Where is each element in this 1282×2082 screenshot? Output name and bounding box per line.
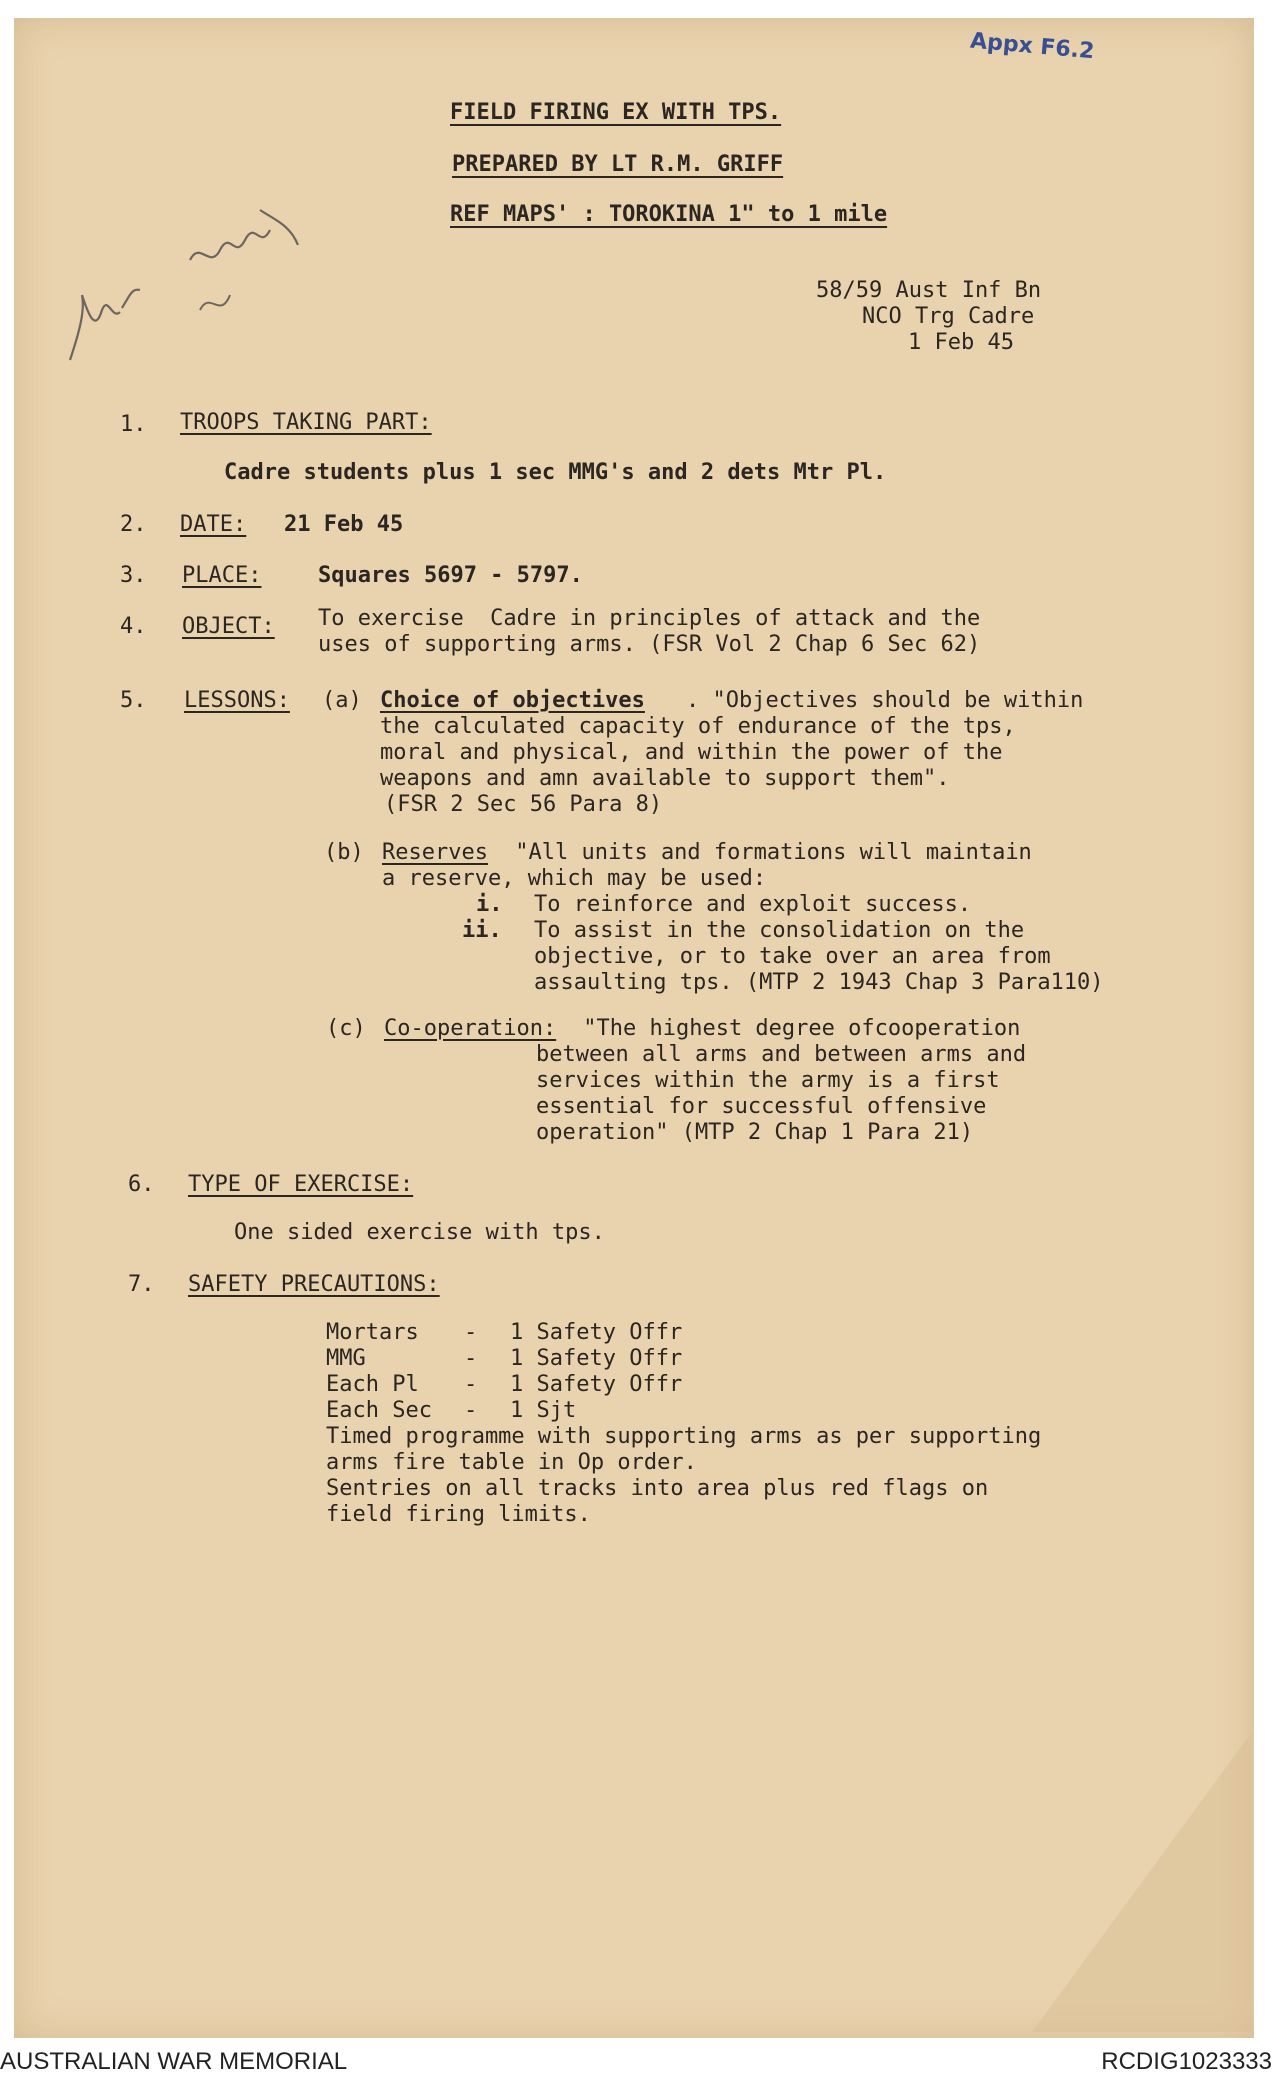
safety-item: MMG — [326, 1346, 366, 1371]
section-6-heading: TYPE OF EXERCISE: — [188, 1172, 414, 1197]
safety-dash: - — [464, 1372, 478, 1397]
lesson-b-ii-number: ii. — [462, 918, 502, 943]
unit-name: 58/59 Aust Inf Bn — [816, 278, 1042, 303]
safety-item: Mortars — [326, 1320, 419, 1345]
safety-dash: - — [464, 1398, 478, 1423]
ref-maps: REF MAPS' : TOROKINA 1" to 1 mile — [450, 202, 888, 227]
section-6-body: One sided exercise with tps. — [234, 1220, 605, 1245]
footer-reference-id: RCDIG1023333 — [1101, 2048, 1272, 2075]
section-4-heading: OBJECT: — [182, 614, 275, 639]
unit-date: 1 Feb 45 — [908, 330, 1014, 355]
paper-fold-shadow — [1032, 1732, 1252, 2032]
section-4-line-1: To exercise Cadre in principles of attack and the — [318, 606, 981, 631]
lesson-c-line-2: between all arms and between arms and — [536, 1042, 1027, 1067]
section-4-number: 4. — [120, 614, 147, 639]
appendix-stamp: Appx F6.2 — [969, 28, 1096, 65]
lesson-a-line-4: weapons and amn available to support them". — [380, 766, 950, 791]
safety-value: 1 Sjt — [510, 1398, 577, 1423]
handwritten-annotation — [60, 200, 300, 370]
section-3-number: 3. — [120, 563, 147, 588]
safety-value: 1 Safety Offr — [510, 1320, 683, 1345]
section-7-heading: SAFETY PRECAUTIONS: — [188, 1272, 440, 1297]
lesson-b-line-2: a reserve, which may be used: — [382, 866, 767, 891]
safety-dash: - — [464, 1346, 478, 1371]
section-3-body: Squares 5697 - 5797. — [318, 563, 583, 588]
footer-archive-name: AUSTRALIAN WAR MEMORIAL — [0, 2048, 348, 2075]
section-5-number: 5. — [120, 688, 147, 713]
lesson-c-line-1: "The highest degree ofcooperation — [570, 1016, 1021, 1041]
lesson-a-title: Choice of objectives — [380, 688, 645, 713]
lesson-a-line-1: . "Objectives should be within — [686, 688, 1084, 713]
safety-item: Each Pl — [326, 1372, 419, 1397]
section-7-number: 7. — [128, 1272, 155, 1297]
section-1-heading: TROOPS TAKING PART: — [180, 410, 432, 435]
lesson-b-ii-line-3: assaulting tps. (MTP 2 1943 Chap 3 Para110) — [534, 970, 1104, 995]
lesson-b-i-text: To reinforce and exploit success. — [534, 892, 972, 917]
section-4-line-2: uses of supporting arms. (FSR Vol 2 Chap 6 Sec 62) — [318, 632, 981, 657]
lesson-a-line-5: (FSR 2 Sec 56 Para 8) — [384, 792, 663, 817]
section-3-heading: PLACE: — [182, 563, 262, 588]
lesson-a-label: (a) — [322, 688, 362, 713]
safety-value: 1 Safety Offr — [510, 1346, 683, 1371]
lesson-a-line-3: moral and physical, and within the power of the — [380, 740, 1003, 765]
safety-line-2: arms fire table in Op order. — [326, 1450, 697, 1475]
section-2-body: 21 Feb 45 — [284, 512, 404, 537]
safety-dash: - — [464, 1320, 478, 1345]
safety-value: 1 Safety Offr — [510, 1372, 683, 1397]
lesson-b-ii-line-1: To assist in the consolidation on the — [534, 918, 1025, 943]
section-6-number: 6. — [128, 1172, 155, 1197]
section-5-heading: LESSONS: — [184, 688, 290, 713]
lesson-c-line-3: services within the army is a first — [536, 1068, 1000, 1093]
lesson-c-title: Co-operation: — [384, 1016, 557, 1041]
safety-line-4: field firing limits. — [326, 1502, 591, 1527]
lesson-b-title: Reserves — [382, 840, 488, 865]
lesson-b-label: (b) — [324, 840, 364, 865]
section-1-body: Cadre students plus 1 sec MMG's and 2 dets Mtr Pl. — [224, 460, 887, 485]
unit-cadre: NCO Trg Cadre — [862, 304, 1035, 329]
safety-item: Each Sec — [326, 1398, 432, 1423]
lesson-c-line-5: operation" (MTP 2 Chap 1 Para 21) — [536, 1120, 974, 1145]
lesson-a-line-2: the calculated capacity of endurance of the tps, — [380, 714, 1016, 739]
lesson-c-label: (c) — [326, 1016, 366, 1041]
lesson-b-i-number: i. — [476, 892, 503, 917]
section-2-heading: DATE: — [180, 512, 247, 537]
safety-line-1: Timed programme with supporting arms as per supporting — [326, 1424, 1042, 1449]
prepared-by: PREPARED BY LT R.M. GRIFF — [452, 152, 784, 177]
document-title: FIELD FIRING EX WITH TPS. — [450, 100, 782, 125]
lesson-b-ii-line-2: objective, or to take over an area from — [534, 944, 1051, 969]
lesson-c-line-4: essential for successful offensive — [536, 1094, 987, 1119]
section-2-number: 2. — [120, 512, 147, 537]
section-1-number: 1. — [120, 412, 147, 437]
lesson-b-line-1: "All units and formations will maintain — [502, 840, 1032, 865]
safety-line-3: Sentries on all tracks into area plus red flags on — [326, 1476, 989, 1501]
